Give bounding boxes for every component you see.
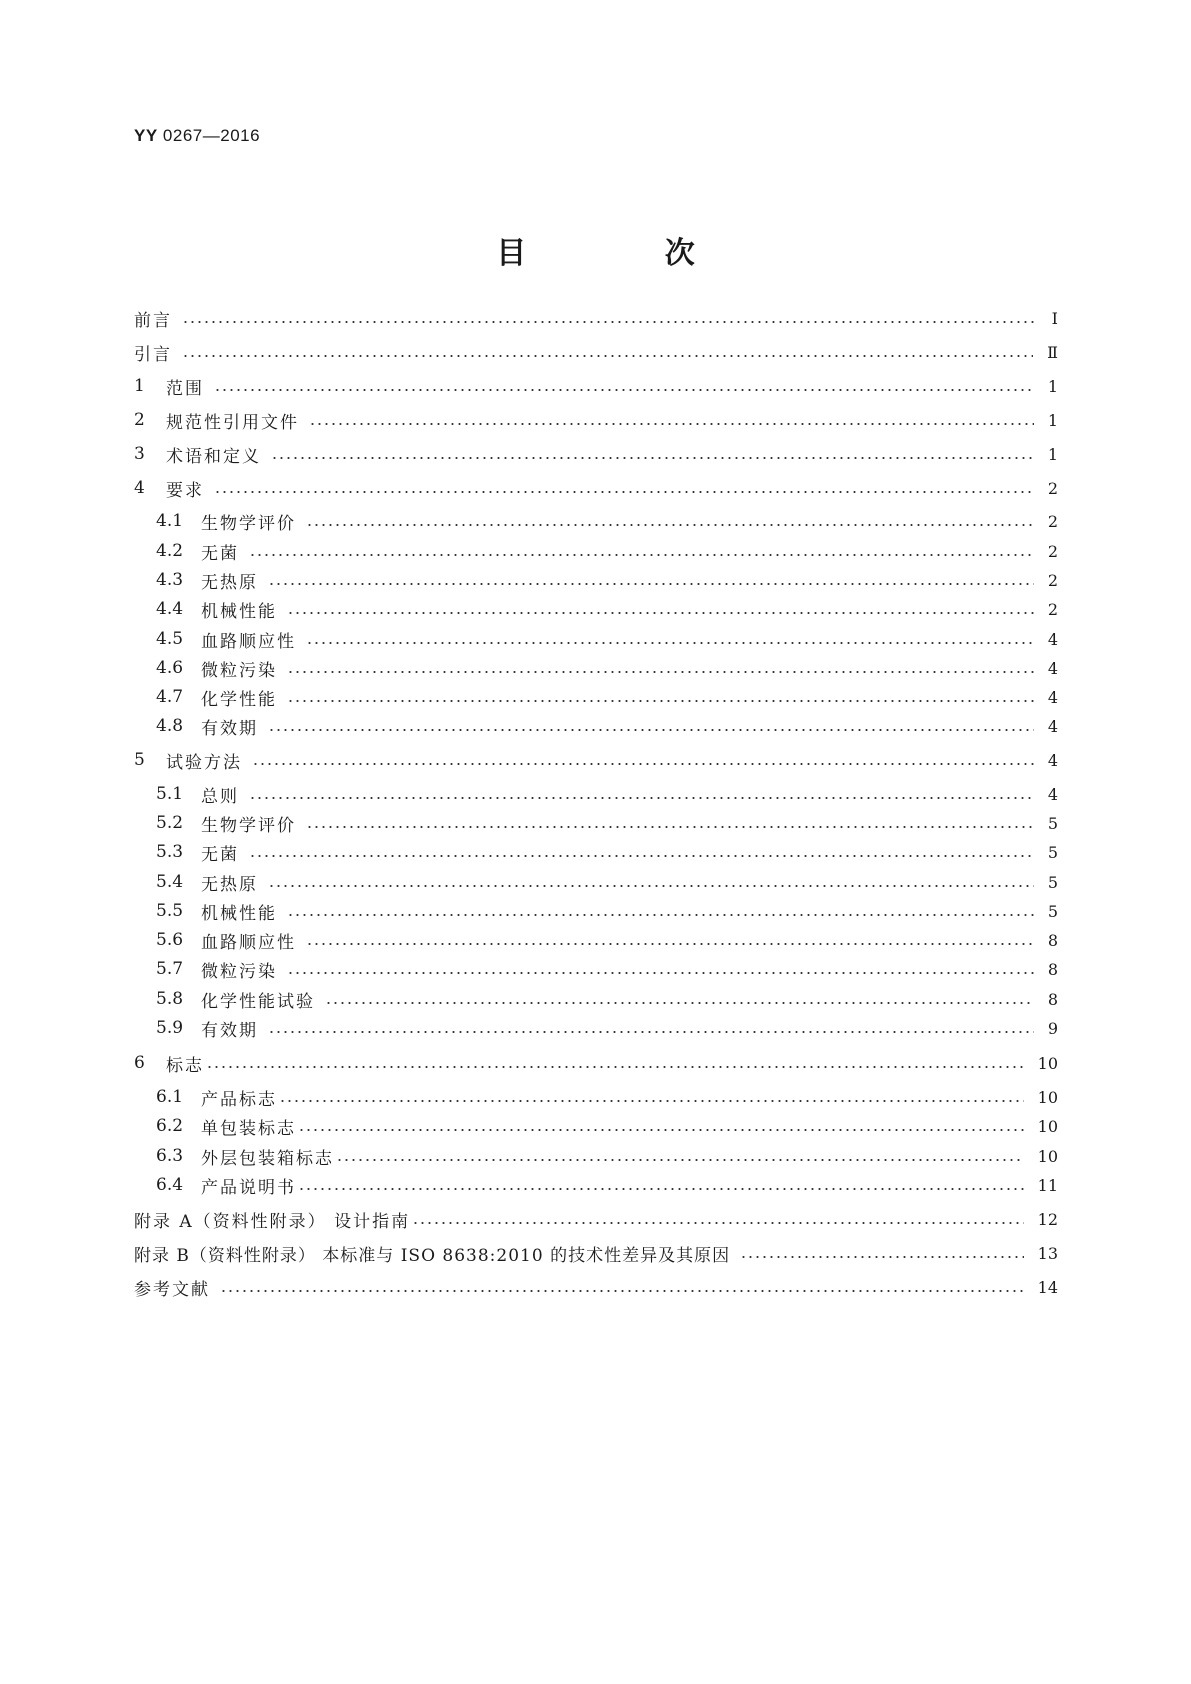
leader-dots (287, 972, 1034, 974)
leader-dots (309, 423, 1034, 425)
leader-dots (182, 321, 1034, 323)
toc-entry-label: 血路顺应性 (201, 631, 296, 652)
leader-dots (249, 554, 1034, 556)
toc-entry-label: 附录 B（资料性附录） 本标准与 ISO 8638:2010 的技术性差异及其原因 (134, 1245, 731, 1266)
toc-entry-label: 微粒污染 (201, 961, 277, 982)
toc-entry-label: 无菌 (201, 844, 239, 865)
toc-entry-number: 5.8 (156, 989, 184, 1009)
leader-dots (298, 1188, 1024, 1190)
toc-entry-annex-a[interactable] (134, 1205, 1058, 1233)
leader-dots (220, 1290, 1024, 1292)
leader-dots (249, 797, 1034, 799)
toc-entry-label: 生物学评价 (201, 815, 296, 836)
toc-entry-number: 4.1 (156, 511, 184, 531)
toc-entry-4-5[interactable] (156, 625, 1058, 653)
toc-entry-label: 无热原 (201, 572, 258, 593)
toc-entry-page: 5 (1047, 842, 1058, 862)
toc-entry-number: 4.6 (156, 658, 184, 678)
toc-entry-page: 14 (1037, 1277, 1058, 1297)
toc-entry-label: 前言 (134, 310, 172, 331)
toc-entry-number: 5.3 (156, 842, 184, 862)
toc-entry-number: 2 (134, 410, 145, 430)
toc-entry-label: 无菌 (201, 543, 239, 564)
leader-dots (206, 1066, 1024, 1068)
toc-entry-number: 4.2 (156, 541, 184, 561)
toc-entry-page: 13 (1037, 1243, 1058, 1263)
toc-entry-page: 4 (1047, 750, 1058, 770)
toc-entry-number: 5 (134, 750, 145, 770)
toc-entry-label: 附录 A（资料性附录） 设计指南 (134, 1211, 411, 1232)
toc-entry-page: 1 (1047, 376, 1058, 396)
toc-entry-6-1[interactable] (156, 1083, 1058, 1111)
toc-entry-5-6[interactable] (156, 926, 1058, 954)
toc-entry-page: 2 (1047, 599, 1058, 619)
toc-entry-5-4[interactable] (156, 868, 1058, 896)
toc-entry-number: 5.5 (156, 901, 184, 921)
toc-entry-page: 9 (1047, 1018, 1058, 1038)
toc-entry-label: 术语和定义 (166, 446, 261, 467)
toc-entry-5-2[interactable] (156, 809, 1058, 837)
toc-entry-number: 4.3 (156, 570, 184, 590)
toc-entry-6-3[interactable] (156, 1142, 1058, 1170)
document-code-number: 0267—2016 (162, 126, 261, 145)
toc-entry-label: 有效期 (201, 718, 258, 739)
toc-entry-number: 4.8 (156, 716, 184, 736)
toc-entry-page: 12 (1037, 1209, 1058, 1229)
toc-entry-page: Ⅱ (1047, 342, 1058, 362)
toc-entry-page: 2 (1047, 570, 1058, 590)
toc-entry-4-7[interactable] (156, 683, 1058, 711)
leader-dots (287, 612, 1034, 614)
leader-dots (214, 389, 1034, 391)
toc-entry-label: 化学性能 (201, 689, 277, 710)
toc-entry-page: 4 (1047, 687, 1058, 707)
leader-dots (298, 1129, 1024, 1131)
document-code (134, 126, 260, 146)
toc-entry-label: 机械性能 (201, 601, 277, 622)
toc-entry-label: 试验方法 (166, 752, 242, 773)
toc-entry-label: 参考文献 (134, 1279, 210, 1300)
leader-dots (268, 583, 1034, 585)
toc-entry-number: 5.2 (156, 813, 184, 833)
toc-entry-5-1[interactable] (156, 780, 1058, 808)
document-code-prefix: YY (134, 126, 158, 145)
toc-entry-label: 无热原 (201, 874, 258, 895)
toc-entry-6[interactable] (134, 1049, 1058, 1077)
toc-entry-page: 8 (1047, 930, 1058, 950)
toc-entry-page: 8 (1047, 959, 1058, 979)
toc-entry-4-1[interactable] (156, 507, 1058, 535)
toc-entry-page: 2 (1047, 511, 1058, 531)
toc-entry-number: 4.4 (156, 599, 184, 619)
toc-entry-label: 机械性能 (201, 903, 277, 924)
leader-dots (249, 855, 1034, 857)
toc-entry-5-5[interactable] (156, 897, 1058, 925)
leader-dots (271, 457, 1034, 459)
toc-entry-5-8[interactable] (156, 985, 1058, 1013)
toc-entry-4-4[interactable] (156, 595, 1058, 623)
toc-entry-page: 1 (1047, 444, 1058, 464)
toc-entry-label: 要求 (166, 480, 204, 501)
leader-dots (268, 885, 1034, 887)
toc-entry-label: 生物学评价 (201, 513, 296, 534)
toc-entry-number: 6.4 (156, 1175, 184, 1195)
leader-dots (287, 671, 1034, 673)
toc-entry-page: 4 (1047, 629, 1058, 649)
toc-entry-page: 8 (1047, 989, 1058, 1009)
leader-dots (279, 1100, 1024, 1102)
toc-entry-label: 产品说明书 (201, 1177, 296, 1198)
leader-dots (306, 524, 1034, 526)
toc-entry-4-2[interactable] (156, 537, 1058, 565)
leader-dots (412, 1222, 1024, 1224)
toc-entry-label: 单包装标志 (201, 1118, 296, 1139)
leader-dots (287, 914, 1034, 916)
toc-entry-number: 5.6 (156, 930, 184, 950)
toc-entry-number: 4 (134, 478, 145, 498)
toc-entry-number: 4.7 (156, 687, 184, 707)
toc-entry-6-4[interactable] (156, 1171, 1058, 1199)
toc-entry-5[interactable] (134, 746, 1058, 774)
toc-entry-foreword[interactable] (134, 304, 1058, 332)
toc-entry-page: 10 (1037, 1146, 1058, 1166)
toc-entry-label: 微粒污染 (201, 660, 277, 681)
toc-entry-page: 5 (1047, 901, 1058, 921)
toc-entry-3[interactable] (134, 440, 1058, 468)
leader-dots (182, 355, 1033, 357)
leader-dots (268, 1031, 1034, 1033)
toc-entry-4-8[interactable] (156, 712, 1058, 740)
toc-entry-label: 标志 (166, 1055, 204, 1076)
toc-entry-page: 4 (1047, 784, 1058, 804)
leader-dots (306, 943, 1034, 945)
toc-entry-label: 外层包装箱标志 (201, 1148, 334, 1169)
toc-entry-5-9[interactable] (156, 1014, 1058, 1042)
toc-entry-label: 总则 (201, 786, 239, 807)
toc-entry-page: 2 (1047, 478, 1058, 498)
toc-entry-label: 化学性能试验 (201, 991, 315, 1012)
toc-entry-page: 4 (1047, 716, 1058, 736)
toc-entry-4-3[interactable] (156, 566, 1058, 594)
toc-entry-label: 引言 (134, 344, 172, 365)
toc-entry-page: 5 (1047, 813, 1058, 833)
toc-entry-introduction[interactable] (134, 338, 1058, 366)
toc-entry-bibliography[interactable] (134, 1273, 1058, 1301)
toc-entry-page: 4 (1047, 658, 1058, 678)
toc-entry-number: 5.7 (156, 959, 184, 979)
toc-entry-page: 1 (1047, 410, 1058, 430)
toc-entry-1[interactable] (134, 372, 1058, 400)
toc-entry-4[interactable] (134, 474, 1058, 502)
toc-entry-label: 规范性引用文件 (166, 412, 299, 433)
toc-entry-number: 5.9 (156, 1018, 184, 1038)
leader-dots (740, 1256, 1024, 1258)
toc-entry-number: 6.1 (156, 1087, 184, 1107)
leader-dots (214, 491, 1034, 493)
toc-entry-label: 血路顺应性 (201, 932, 296, 953)
toc-entry-number: 6 (134, 1053, 145, 1073)
toc-entry-page: 2 (1047, 541, 1058, 561)
toc-entry-label: 范围 (166, 378, 204, 399)
toc-entry-number: 6.2 (156, 1116, 184, 1136)
toc-entry-2[interactable] (134, 406, 1058, 434)
toc-entry-number: 6.3 (156, 1146, 184, 1166)
toc-entry-4-6[interactable] (156, 654, 1058, 682)
toc-entry-page: 10 (1037, 1087, 1058, 1107)
leader-dots (325, 1002, 1034, 1004)
leader-dots (336, 1159, 1024, 1161)
toc-entry-page: 10 (1037, 1053, 1058, 1073)
toc-entry-page: 10 (1037, 1116, 1058, 1136)
toc-entry-annex-b[interactable] (134, 1239, 1058, 1267)
leader-dots (268, 729, 1034, 731)
toc-entry-number: 1 (134, 376, 145, 396)
toc-title: 目 次 (496, 236, 759, 271)
toc-entry-page: Ⅰ (1051, 308, 1058, 328)
leader-dots (306, 642, 1034, 644)
toc-entry-6-2[interactable] (156, 1112, 1058, 1140)
leader-dots (252, 763, 1034, 765)
toc-entry-number: 4.5 (156, 629, 184, 649)
toc-entry-page: 5 (1047, 872, 1058, 892)
leader-dots (306, 826, 1034, 828)
toc-entry-label: 有效期 (201, 1020, 258, 1041)
toc-entry-label: 产品标志 (201, 1089, 277, 1110)
toc-entry-5-3[interactable] (156, 838, 1058, 866)
toc-entry-number: 5.4 (156, 872, 184, 892)
toc-entry-5-7[interactable] (156, 955, 1058, 983)
toc-entry-number: 3 (134, 444, 145, 464)
toc-entry-page: 11 (1037, 1175, 1058, 1195)
leader-dots (287, 700, 1034, 702)
toc-entry-number: 5.1 (156, 784, 184, 804)
